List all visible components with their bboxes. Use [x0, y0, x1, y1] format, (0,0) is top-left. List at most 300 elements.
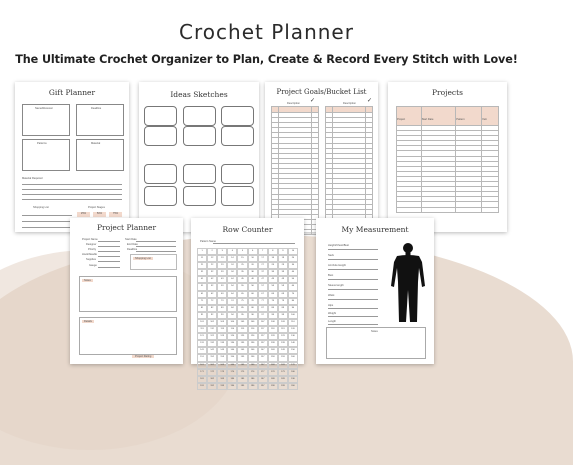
measurement-line — [328, 249, 378, 250]
row-counter-cell: 186 — [248, 376, 258, 383]
planner-details-box — [79, 317, 177, 355]
row-counter-cell: 74 — [227, 298, 237, 305]
row-counter-cell: 17 — [258, 255, 268, 262]
row-counter-cell: 137 — [258, 340, 268, 347]
gift-line — [22, 184, 122, 185]
row-counter-cell: 97 — [258, 312, 268, 319]
row-counter-cell: 172 — [207, 369, 217, 376]
planner-line — [98, 267, 120, 268]
measurement-field: Height/Chest/Bust — [328, 244, 349, 247]
row-counter-cell: 125 — [237, 333, 247, 340]
row-counter-cell: 85 — [237, 305, 247, 312]
row-counter-cell: 151 — [197, 354, 207, 361]
gift-stage-cell: 75% — [109, 212, 122, 217]
row-counter-cell: 36 — [248, 269, 258, 276]
row-counter-cell: 22 — [207, 262, 217, 269]
row-counter-cell: 40 — [288, 269, 298, 276]
row-counter-cell: 150 — [288, 347, 298, 354]
measurement-field: Hips — [328, 304, 334, 307]
row-counter-cell: 66 — [248, 291, 258, 298]
row-counter-grid — [197, 248, 298, 390]
row-counter-cell: 198 — [268, 383, 278, 390]
row-counter-cell: 123 — [217, 333, 227, 340]
row-counter-cell: 87 — [258, 305, 268, 312]
row-counter-cell: 161 — [197, 362, 207, 369]
row-counter-cell: 88 — [268, 305, 278, 312]
measurement-field: Weight — [328, 312, 337, 315]
row-counter-cell: 62 — [207, 291, 217, 298]
goals-bucket-title: Project Goals/Bucket List — [276, 88, 367, 96]
row-counter-cell: 50 — [288, 276, 298, 283]
goals-bucket-page — [265, 82, 378, 232]
row-counter-cell: 110 — [288, 319, 298, 326]
measurement-line — [328, 299, 378, 300]
planner-notes-label: Notes — [84, 279, 91, 282]
planner-line — [98, 251, 120, 252]
row-counter-cell: 118 — [268, 326, 278, 333]
row-counter-cell: 171 — [197, 369, 207, 376]
measurement-line — [328, 324, 378, 325]
row-counter-cell: 19 — [278, 255, 288, 262]
row-counter-cell: 46 — [248, 276, 258, 283]
planner-notes-box — [79, 276, 177, 312]
page-subtitle: The Ultimate Crochet Organizer to Plan, Create & Record Every Stitch with Love! — [15, 53, 518, 66]
row-counter-cell: 52 — [207, 283, 217, 290]
gift-box-patterns-label: Patterns — [37, 142, 47, 145]
row-counter-cell: 189 — [278, 376, 288, 383]
row-counter-cell: 33 — [217, 269, 227, 276]
row-counter-cell: 102 — [207, 319, 217, 326]
row-counter-cell: 67 — [258, 291, 268, 298]
row-counter-cell: 7 — [258, 248, 268, 255]
row-counter-cell: 70 — [288, 291, 298, 298]
row-counter-cell: 5 — [237, 248, 247, 255]
row-counter-cell: 3 — [217, 248, 227, 255]
sketch-box — [183, 164, 216, 184]
row-counter-cell: 80 — [288, 298, 298, 305]
row-counter-cell: 169 — [278, 362, 288, 369]
row-counter-cell: 48 — [268, 276, 278, 283]
row-counter-cell: 188 — [268, 376, 278, 383]
row-counter-cell: 16 — [248, 255, 258, 262]
row-counter-cell: 138 — [268, 340, 278, 347]
row-counter-cell: 98 — [268, 312, 278, 319]
gift-line — [22, 215, 72, 216]
row-counter-cell: 54 — [227, 283, 237, 290]
row-counter-cell: 83 — [217, 305, 227, 312]
planner-field-right: Deadline — [127, 248, 138, 251]
row-counter-cell: 182 — [207, 376, 217, 383]
row-counter-cell: 51 — [197, 283, 207, 290]
projects-header: Start Date — [421, 118, 434, 121]
row-counter-cell: 44 — [227, 276, 237, 283]
row-counter-pattern-label: Pattern Name — [200, 240, 217, 243]
row-counter-cell: 111 — [197, 326, 207, 333]
row-counter-cell: 178 — [268, 369, 278, 376]
check-icon: ✓ — [367, 98, 373, 104]
planner-shopping-label: Shopping List — [135, 257, 151, 260]
row-counter-cell: 131 — [197, 340, 207, 347]
row-counter-cell: 157 — [258, 354, 268, 361]
row-counter-cell: 124 — [227, 333, 237, 340]
row-counter-cell: 90 — [288, 305, 298, 312]
gift-line — [22, 194, 122, 195]
row-counter-cell: 68 — [268, 291, 278, 298]
row-counter-cell: 197 — [258, 383, 268, 390]
row-counter-cell: 39 — [278, 269, 288, 276]
row-counter-cell: 107 — [258, 319, 268, 326]
ideas-sketches-title: Ideas Sketches — [170, 90, 228, 99]
row-counter-cell: 77 — [258, 298, 268, 305]
gift-box-deadline — [76, 104, 124, 136]
planner-field: Project Name — [82, 238, 98, 241]
row-counter-cell: 122 — [207, 333, 217, 340]
row-counter-cell: 115 — [237, 326, 247, 333]
row-counter-cell: 183 — [217, 376, 227, 383]
measurement-field: Sleeve length — [328, 284, 344, 287]
row-counter-cell: 185 — [237, 376, 247, 383]
row-counter-cell: 117 — [258, 326, 268, 333]
row-counter-cell: 177 — [258, 369, 268, 376]
measurement-field: Length — [328, 320, 336, 323]
measurement-field: Armhole Height — [328, 264, 346, 267]
row-counter-cell: 31 — [197, 269, 207, 276]
row-counter-cell: 2 — [207, 248, 217, 255]
row-counter-cell: 8 — [268, 248, 278, 255]
row-counter-cell: 91 — [197, 312, 207, 319]
row-counter-cell: 100 — [288, 312, 298, 319]
planner-rating-label: Project Rating — [132, 355, 154, 358]
row-counter-cell: 153 — [217, 354, 227, 361]
sketch-box — [144, 186, 177, 206]
row-counter-cell: 160 — [288, 354, 298, 361]
gift-planner-title: Gift Planner — [48, 88, 96, 97]
row-counter-cell: 146 — [248, 347, 258, 354]
row-counter-cell: 71 — [197, 298, 207, 305]
goals-table-left — [271, 106, 319, 235]
row-counter-cell: 132 — [207, 340, 217, 347]
planner-details-label: Details — [84, 320, 92, 323]
row-counter-cell: 106 — [248, 319, 258, 326]
gift-box-deadline-label: Deadline — [91, 107, 102, 110]
row-counter-cell: 154 — [227, 354, 237, 361]
row-counter-cell: 42 — [207, 276, 217, 283]
row-counter-cell: 195 — [237, 383, 247, 390]
row-counter-cell: 167 — [258, 362, 268, 369]
row-counter-cell: 113 — [217, 326, 227, 333]
row-counter-cell: 23 — [217, 262, 227, 269]
gift-box-name — [22, 104, 70, 136]
planner-field: Priority — [88, 248, 97, 251]
gift-line — [22, 189, 122, 190]
row-counter-cell: 175 — [237, 369, 247, 376]
row-counter-cell: 191 — [197, 383, 207, 390]
page-title: Crochet Planner — [179, 20, 354, 44]
row-counter-cell: 96 — [248, 312, 258, 319]
human-figure-icon — [388, 242, 428, 324]
measurement-field: Neck — [328, 254, 334, 257]
goals-col-label: Description — [343, 102, 356, 105]
row-counter-cell: 53 — [217, 283, 227, 290]
row-counter-cell: 181 — [197, 376, 207, 383]
row-counter-cell: 129 — [278, 333, 288, 340]
row-counter-cell: 200 — [288, 383, 298, 390]
measurement-line — [328, 308, 378, 309]
row-counter-cell: 119 — [278, 326, 288, 333]
gift-stage-cell: 25% — [77, 212, 90, 217]
planner-line — [136, 241, 176, 242]
sketch-box — [183, 126, 216, 146]
row-counter-cell: 190 — [288, 376, 298, 383]
row-counter-cell: 41 — [197, 276, 207, 283]
sketch-box — [221, 164, 254, 184]
row-counter-cell: 105 — [237, 319, 247, 326]
row-counter-cell: 133 — [217, 340, 227, 347]
planner-field: Supplies — [86, 258, 96, 261]
row-counter-cell: 35 — [237, 269, 247, 276]
measurement-line — [328, 289, 378, 290]
row-counter-cell: 109 — [278, 319, 288, 326]
row-counter-cell: 32 — [207, 269, 217, 276]
row-counter-cell: 72 — [207, 298, 217, 305]
row-counter-cell: 57 — [258, 283, 268, 290]
planner-line — [98, 256, 120, 257]
row-counter-cell: 130 — [288, 333, 298, 340]
projects-header: Project — [397, 118, 406, 121]
projects-header: Yarn — [481, 118, 488, 121]
row-counter-cell: 128 — [268, 333, 278, 340]
row-counter-cell: 4 — [227, 248, 237, 255]
row-counter-cell: 37 — [258, 269, 268, 276]
row-counter-cell: 78 — [268, 298, 278, 305]
my-measurement-title: My Measurement — [341, 225, 409, 234]
row-counter-cell: 199 — [278, 383, 288, 390]
measurement-line — [328, 316, 378, 317]
row-counter-cell: 116 — [248, 326, 258, 333]
gift-stage-label: Project Stages — [88, 206, 105, 209]
row-counter-cell: 162 — [207, 362, 217, 369]
gift-line — [22, 227, 72, 228]
row-counter-cell: 143 — [217, 347, 227, 354]
row-counter-cell: 30 — [288, 262, 298, 269]
gift-stage-cell: 50% — [93, 212, 106, 217]
check-icon: ✓ — [310, 98, 316, 104]
sketch-box — [183, 106, 216, 126]
gift-shopping-label: Shopping List — [33, 206, 49, 209]
row-counter-cell: 63 — [217, 291, 227, 298]
row-counter-cell: 196 — [248, 383, 258, 390]
row-counter-cell: 94 — [227, 312, 237, 319]
projects-title: Projects — [432, 88, 463, 97]
goals-table-right — [325, 106, 373, 235]
row-counter-cell: 76 — [248, 298, 258, 305]
row-counter-cell: 152 — [207, 354, 217, 361]
gift-material-label: Material Required — [22, 177, 43, 180]
row-counter-cell: 192 — [207, 383, 217, 390]
measurement-field: Waist — [328, 294, 335, 297]
row-counter-cell: 164 — [227, 362, 237, 369]
row-counter-cell: 59 — [278, 283, 288, 290]
row-counter-cell: 47 — [258, 276, 268, 283]
measurement-line — [328, 279, 378, 280]
row-counter-cell: 69 — [278, 291, 288, 298]
row-counter-cell: 142 — [207, 347, 217, 354]
gift-box-material-label: Material — [91, 142, 101, 145]
planner-field: Designer — [86, 243, 97, 246]
row-counter-cell: 194 — [227, 383, 237, 390]
row-counter-cell: 127 — [258, 333, 268, 340]
row-counter-cell: 120 — [288, 326, 298, 333]
sketch-box — [221, 186, 254, 206]
row-counter-cell: 112 — [207, 326, 217, 333]
row-counter-cell: 176 — [248, 369, 258, 376]
planner-line — [136, 246, 176, 247]
row-counter-cell: 170 — [288, 362, 298, 369]
row-counter-cell: 114 — [227, 326, 237, 333]
row-counter-title: Row Counter — [222, 225, 273, 234]
row-counter-cell: 45 — [237, 276, 247, 283]
projects-page — [388, 82, 507, 232]
row-counter-cell: 27 — [258, 262, 268, 269]
row-counter-cell: 43 — [217, 276, 227, 283]
project-planner-title: Project Planner — [96, 223, 157, 232]
measurement-line — [328, 259, 378, 260]
row-counter-cell: 93 — [217, 312, 227, 319]
gift-box-patterns — [22, 139, 70, 171]
row-counter-cell: 101 — [197, 319, 207, 326]
row-counter-cell: 139 — [278, 340, 288, 347]
planner-line — [98, 241, 120, 242]
row-counter-cell: 174 — [227, 369, 237, 376]
row-counter-cell: 155 — [237, 354, 247, 361]
row-counter-page — [191, 218, 304, 387]
row-counter-cell: 34 — [227, 269, 237, 276]
row-counter-cell: 81 — [197, 305, 207, 312]
row-counter-cell: 95 — [237, 312, 247, 319]
row-counter-cell: 168 — [268, 362, 278, 369]
row-counter-cell: 184 — [227, 376, 237, 383]
row-counter-cell: 58 — [268, 283, 278, 290]
row-counter-cell: 11 — [197, 255, 207, 262]
row-counter-cell: 144 — [227, 347, 237, 354]
row-counter-cell: 159 — [278, 354, 288, 361]
gift-box-material — [76, 139, 124, 171]
projects-table — [396, 106, 499, 213]
row-counter-cell: 29 — [278, 262, 288, 269]
row-counter-cell: 166 — [248, 362, 258, 369]
row-counter-cell: 15 — [237, 255, 247, 262]
planner-line — [98, 246, 120, 247]
row-counter-cell: 24 — [227, 262, 237, 269]
project-planner-page — [70, 218, 183, 364]
gift-box-name-label: Name/Receiver — [35, 107, 53, 110]
planner-field: Hook/Needle — [82, 253, 97, 256]
measurement-notes-label: Notes — [371, 330, 378, 333]
row-counter-cell: 135 — [237, 340, 247, 347]
row-counter-cell: 89 — [278, 305, 288, 312]
goals-col-label: Description — [287, 102, 300, 105]
row-counter-cell: 103 — [217, 319, 227, 326]
row-counter-cell: 134 — [227, 340, 237, 347]
row-counter-cell: 148 — [268, 347, 278, 354]
row-counter-cell: 156 — [248, 354, 258, 361]
planner-field-right: End Date — [127, 243, 138, 246]
row-counter-cell: 147 — [258, 347, 268, 354]
measurement-field: Bust — [328, 274, 334, 277]
gift-planner-page — [15, 82, 129, 232]
row-counter-cell: 141 — [197, 347, 207, 354]
row-counter-cell: 149 — [278, 347, 288, 354]
sketch-box — [221, 126, 254, 146]
row-counter-cell: 10 — [288, 248, 298, 255]
row-counter-cell: 121 — [197, 333, 207, 340]
row-counter-cell: 26 — [248, 262, 258, 269]
row-counter-cell: 79 — [278, 298, 288, 305]
row-counter-cell: 56 — [248, 283, 258, 290]
row-counter-cell: 158 — [268, 354, 278, 361]
sketch-box — [221, 106, 254, 126]
row-counter-cell: 6 — [248, 248, 258, 255]
row-counter-cell: 20 — [288, 255, 298, 262]
row-counter-cell: 82 — [207, 305, 217, 312]
row-counter-cell: 180 — [288, 369, 298, 376]
row-counter-cell: 145 — [237, 347, 247, 354]
row-counter-cell: 193 — [217, 383, 227, 390]
row-counter-cell: 99 — [278, 312, 288, 319]
row-counter-cell: 165 — [237, 362, 247, 369]
row-counter-cell: 86 — [248, 305, 258, 312]
row-counter-cell: 73 — [217, 298, 227, 305]
ideas-sketches-page — [139, 82, 259, 232]
row-counter-cell: 179 — [278, 369, 288, 376]
planner-field: Gauge — [89, 264, 97, 267]
sketch-box — [144, 164, 177, 184]
row-counter-cell: 21 — [197, 262, 207, 269]
row-counter-cell: 163 — [217, 362, 227, 369]
row-counter-cell: 1 — [197, 248, 207, 255]
row-counter-cell: 38 — [268, 269, 278, 276]
row-counter-cell: 173 — [217, 369, 227, 376]
row-counter-cell: 104 — [227, 319, 237, 326]
row-counter-cell: 136 — [248, 340, 258, 347]
sketch-box — [144, 106, 177, 126]
gift-line — [22, 221, 72, 222]
row-counter-cell: 14 — [227, 255, 237, 262]
row-counter-cell: 84 — [227, 305, 237, 312]
planner-field-right: Start Date — [125, 238, 137, 241]
row-counter-cell: 108 — [268, 319, 278, 326]
row-counter-cell: 18 — [268, 255, 278, 262]
planner-line — [98, 261, 120, 262]
row-counter-cell: 28 — [268, 262, 278, 269]
sketch-box — [144, 126, 177, 146]
row-counter-line — [213, 243, 295, 244]
row-counter-cell: 12 — [207, 255, 217, 262]
row-counter-cell: 13 — [217, 255, 227, 262]
row-counter-cell: 60 — [288, 283, 298, 290]
measurement-line — [328, 269, 378, 270]
row-counter-cell: 49 — [278, 276, 288, 283]
planner-shopping-box — [130, 254, 177, 270]
row-counter-cell: 65 — [237, 291, 247, 298]
projects-header: Pattern — [456, 118, 465, 121]
row-counter-cell: 61 — [197, 291, 207, 298]
row-counter-cell: 25 — [237, 262, 247, 269]
measurement-notes-box — [326, 327, 426, 359]
row-counter-cell: 64 — [227, 291, 237, 298]
row-counter-cell: 126 — [248, 333, 258, 340]
row-counter-cell: 187 — [258, 376, 268, 383]
